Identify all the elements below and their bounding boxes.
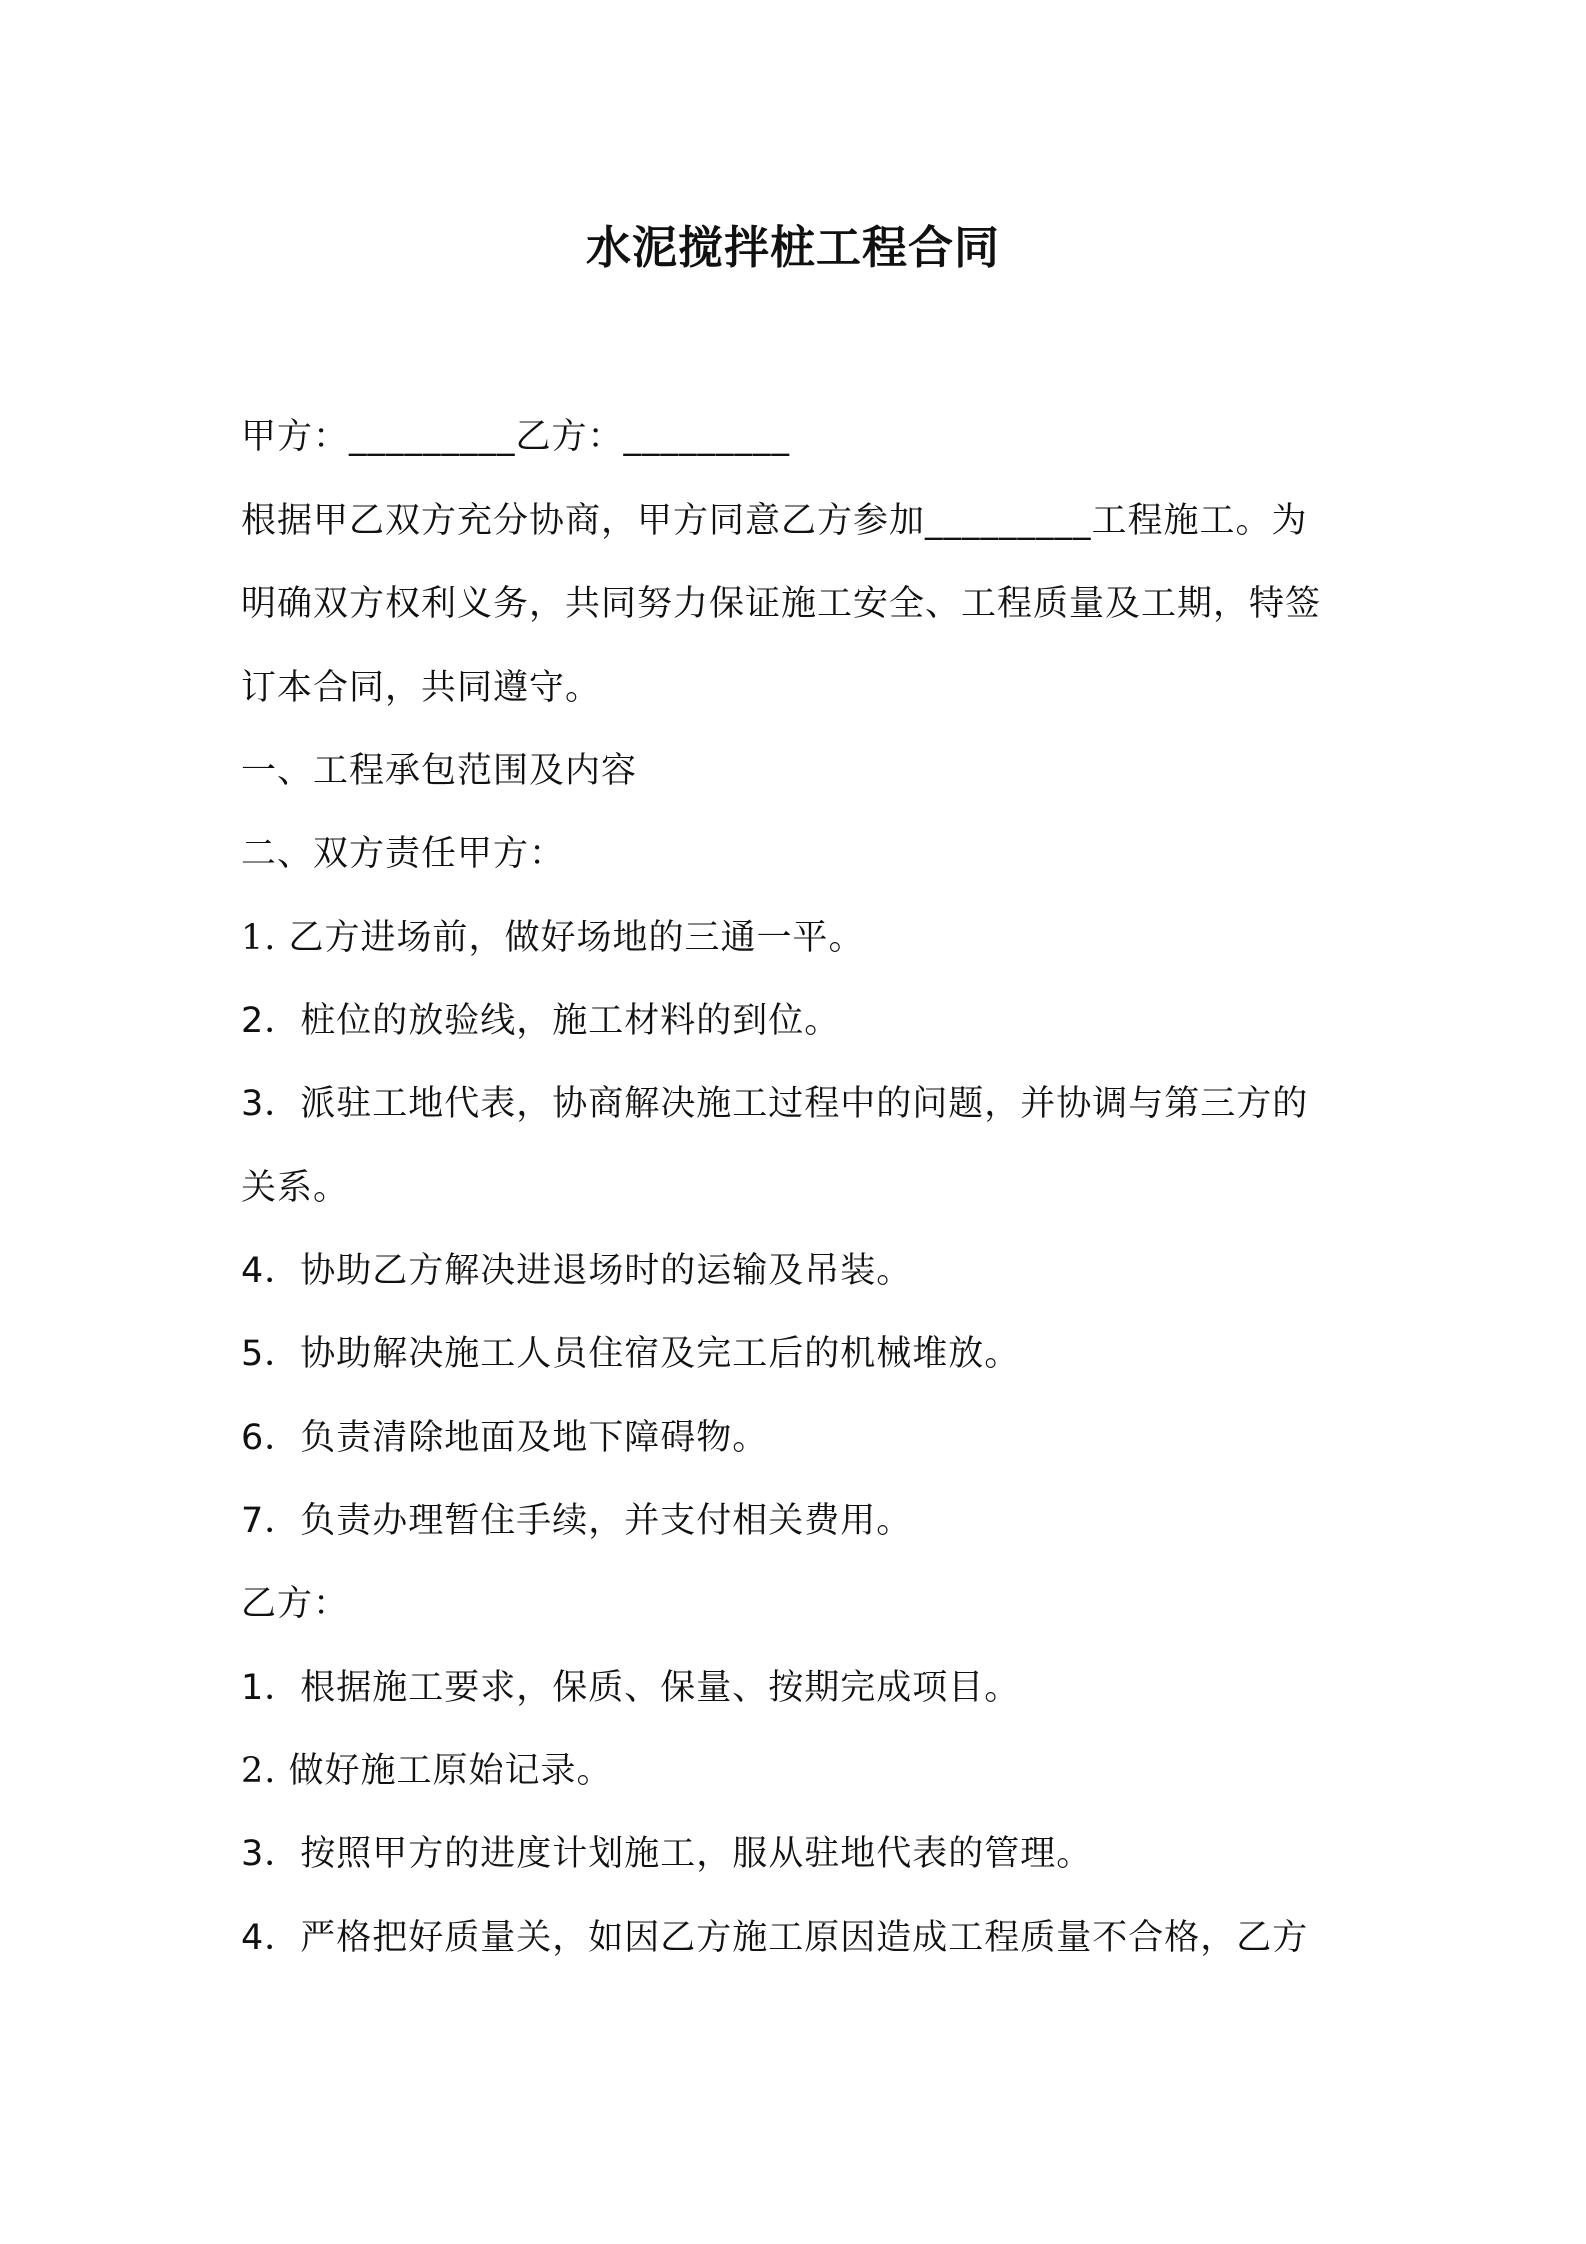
list-item-number: 1．: [241, 1668, 301, 1708]
list-item: [241, 1829, 1361, 1879]
list-item-text: 桩位的放验线，施工材料的到位。: [300, 1001, 841, 1041]
list-item-continuation: [241, 1163, 1361, 1213]
list-item-number: 5．: [241, 1334, 301, 1374]
list-item-number: 1.: [241, 918, 277, 958]
list-item-number: 7．: [241, 1501, 301, 1541]
list-item: [241, 913, 1361, 963]
list-item: [241, 1246, 1361, 1296]
list-item: [241, 1746, 1361, 1796]
intro-line-2: 明确双方权利义务，共同努力保证施工安全、工程质量及工期，特签: [241, 584, 1322, 624]
list-item-text: 按照甲方的进度计划施工，服从驻地代表的管理。: [300, 1834, 1093, 1874]
party-b-heading: 乙方：: [241, 1584, 350, 1624]
list-item-number: 6．: [241, 1418, 301, 1458]
list-item: [241, 1329, 1361, 1379]
list-item-text: 根据施工要求，保质、保量、按期完成项目。: [300, 1668, 1021, 1708]
list-item: [241, 1663, 1361, 1713]
list-item: [241, 1913, 1361, 1963]
list-item-text: 做好施工原始记录。: [288, 1751, 613, 1791]
list-item: [241, 1496, 1361, 1546]
list-item: [241, 996, 1361, 1046]
list-item-number: 3．: [241, 1834, 301, 1874]
list-item-text: 负责办理暂住手续，并支付相关费用。: [300, 1501, 913, 1541]
list-item-number: 3．: [241, 1084, 301, 1124]
section-heading-scope: 一、工程承包范围及内容: [241, 751, 638, 791]
list-item-text: 关系。: [241, 1168, 350, 1208]
section-heading-responsibilities: 二、双方责任甲方：: [241, 834, 566, 874]
list-item-text: 派驻工地代表，协商解决施工过程中的问题，并协调与第三方的: [300, 1084, 1309, 1124]
list-item-text: 乙方进场前，做好场地的三通一平。: [288, 918, 865, 958]
list-item-text: 协助乙方解决进退场时的运输及吊装。: [300, 1251, 913, 1291]
list-item-number: 4．: [241, 1918, 301, 1958]
list-item-number: 2.: [241, 1751, 277, 1791]
list-item-text: 协助解决施工人员住宿及完工后的机械堆放。: [300, 1334, 1021, 1374]
document-title: 水泥搅拌桩工程合同: [585, 221, 1000, 274]
list-item: [241, 1079, 1361, 1129]
list-item-text: 严格把好质量关，如因乙方施工原因造成工程质量不合格，乙方: [300, 1918, 1309, 1958]
list-item-text: 负责清除地面及地下障碍物。: [300, 1418, 769, 1458]
list-item: [241, 1413, 1361, 1463]
list-item-number: 2．: [241, 1001, 301, 1041]
intro-line-3: 订本合同，共同遵守。: [241, 668, 602, 708]
parties-line: 甲方：_________乙方：_________: [241, 417, 791, 457]
list-item-number: 4．: [241, 1251, 301, 1291]
intro-line-1: 根据甲乙双方充分协商，甲方同意乙方参加_________工程施工。为: [241, 501, 1308, 541]
